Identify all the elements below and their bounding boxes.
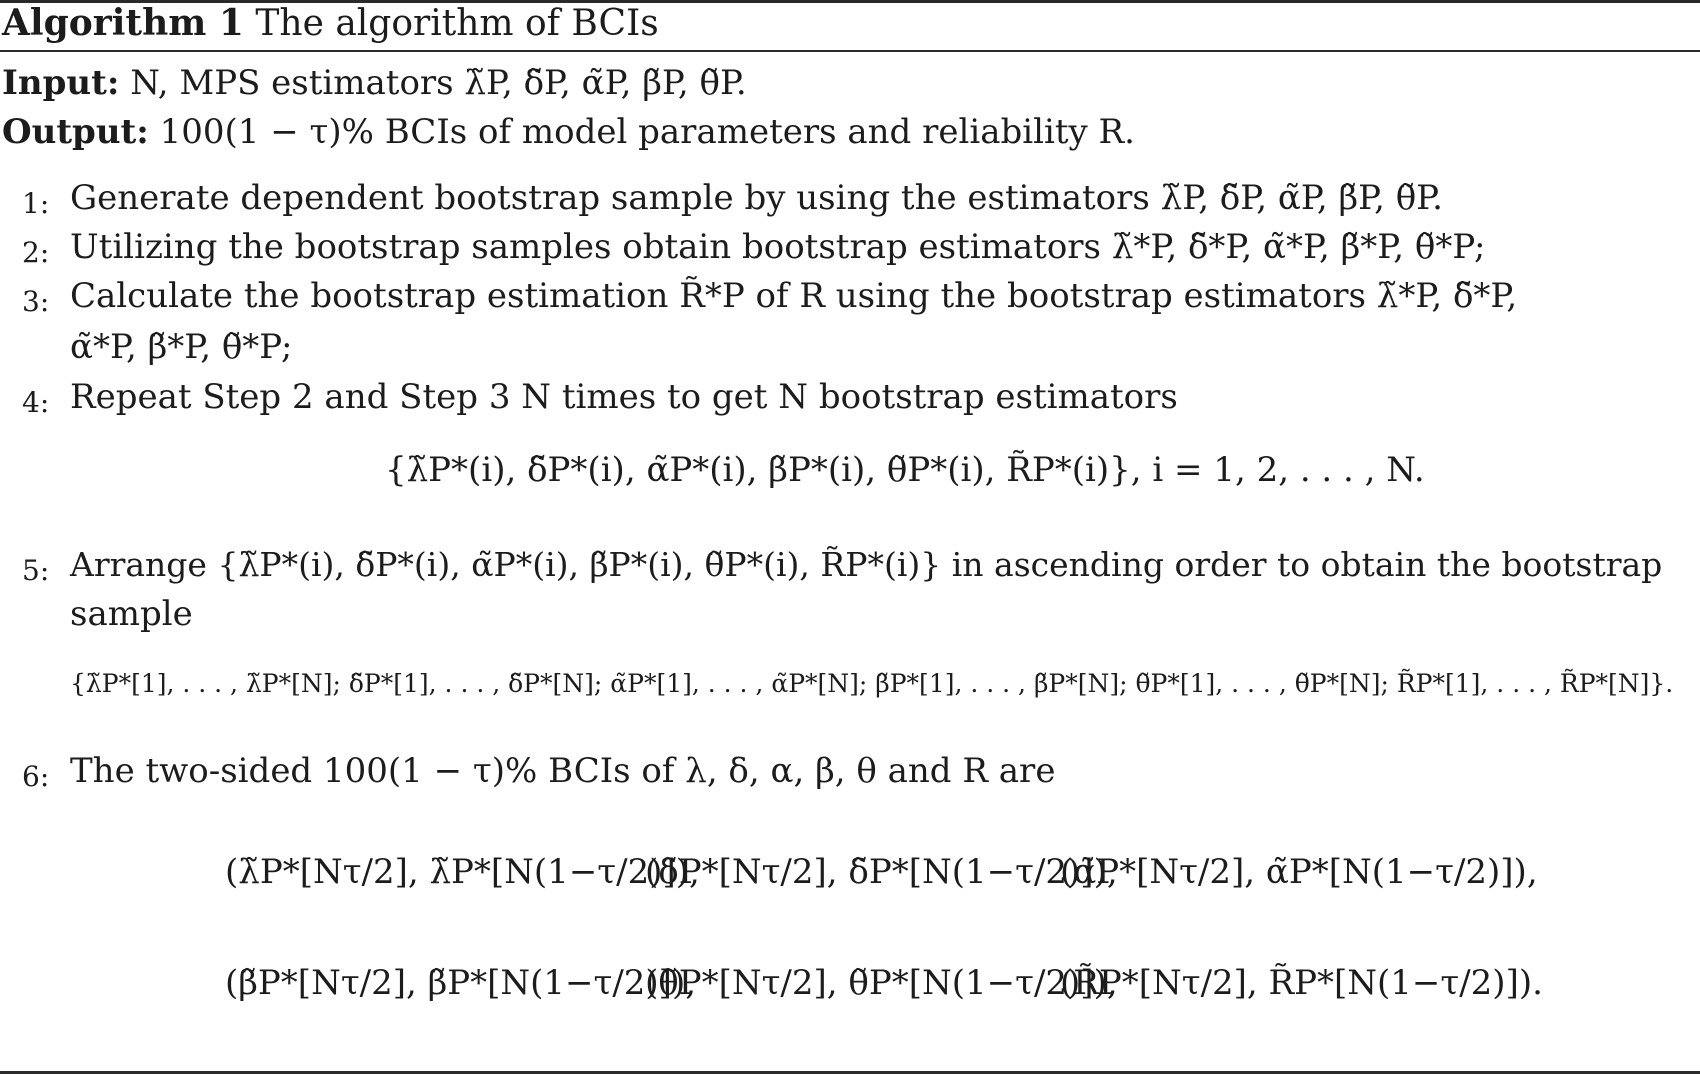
interval-theta: (θ̃P*[Nτ/2], θ̃P*[N(1−τ/2)]),: [645, 963, 1118, 1003]
step-text: Repeat Step 2 and Step 3 N times to get N bootstrap estimators: [70, 377, 1178, 417]
interval-reliability: (R̃P*[Nτ/2], R̃P*[N(1−τ/2)]).: [1060, 963, 1543, 1003]
step-text: Utilizing the bootstrap samples obtain bootstrap estimators λ̃*P, δ̃*P, α̃*P, β̃*P, θ̃*P;: [70, 227, 1486, 267]
interval-delta: (δ̃P*[Nτ/2], δ̃P*[N(1−τ/2)]),: [645, 852, 1118, 892]
step-number: 4:: [22, 386, 50, 419]
step-text: Calculate the bootstrap estimation R̃*P of R using the bootstrap estimators λ̃*P, δ̃*P,: [70, 276, 1518, 316]
display-equation: {λ̃P*[1], . . . , λ̃P*[N]; δ̃P*[1], . . . , δ̃P*[N]; α̃P*[1], . . . , α̃P*[N]; β̃P*[1], . . . , β̃P*[N]; θ̃P*[1], . . . , θ̃P*[N]; R̃P*[1], . . . , R̃P*[N]}.: [70, 669, 1674, 698]
header-rule: [0, 50, 1700, 52]
step-number: 6:: [22, 760, 50, 793]
interval-alpha: (α̃P*[Nτ/2], α̃P*[N(1−τ/2)]),: [1060, 852, 1538, 892]
interval-lambda: (λ̃P*[Nτ/2], λ̃P*[N(1−τ/2)]),: [225, 852, 700, 892]
input-label: Input:: [2, 63, 120, 103]
step-number: 5:: [22, 554, 50, 587]
input-line: [2, 63, 747, 103]
step-text: sample: [70, 594, 193, 634]
step-number: 2:: [22, 236, 50, 269]
display-equation: {λ̃P*(i), δ̃P*(i), α̃P*(i), β̃P*(i), θ̃P*(i), R̃P*(i)}, i = 1, 2, . . . , N.: [385, 450, 1425, 490]
output-text: 100(1 − τ)% BCIs of model parameters and reliability R.: [159, 112, 1135, 152]
algorithm-title: The algorithm of BCIs: [255, 3, 659, 44]
algorithm-label: Algorithm 1: [2, 2, 244, 44]
step-text: α̃*P, β̃*P, θ̃*P;: [70, 327, 293, 367]
output-label: Output:: [2, 112, 149, 152]
step-number: 3:: [22, 285, 50, 318]
step-text: Arrange {λ̃P*(i), δ̃P*(i), α̃P*(i), β̃P*(i), θ̃P*(i), R̃P*(i)} in ascending order to obtain the bootstrap: [70, 545, 1663, 584]
step-text: Generate dependent bootstrap sample by using the estimators λ̃P, δ̃P, α̃P, β̃P, θ̃P.: [70, 178, 1443, 218]
interval-beta: (β̃P*[Nτ/2], β̃P*[N(1−τ/2)]),: [225, 963, 697, 1003]
output-line: [2, 112, 1135, 152]
step-number: 1:: [22, 187, 50, 220]
step-text: The two-sided 100(1 − τ)% BCIs of λ, δ, α, β, θ and R are: [70, 751, 1056, 791]
input-text: N, MPS estimators λ̃P, δ̃P, α̃P, β̃P, θ̃P.: [130, 63, 747, 103]
algorithm-header: [2, 2, 659, 44]
